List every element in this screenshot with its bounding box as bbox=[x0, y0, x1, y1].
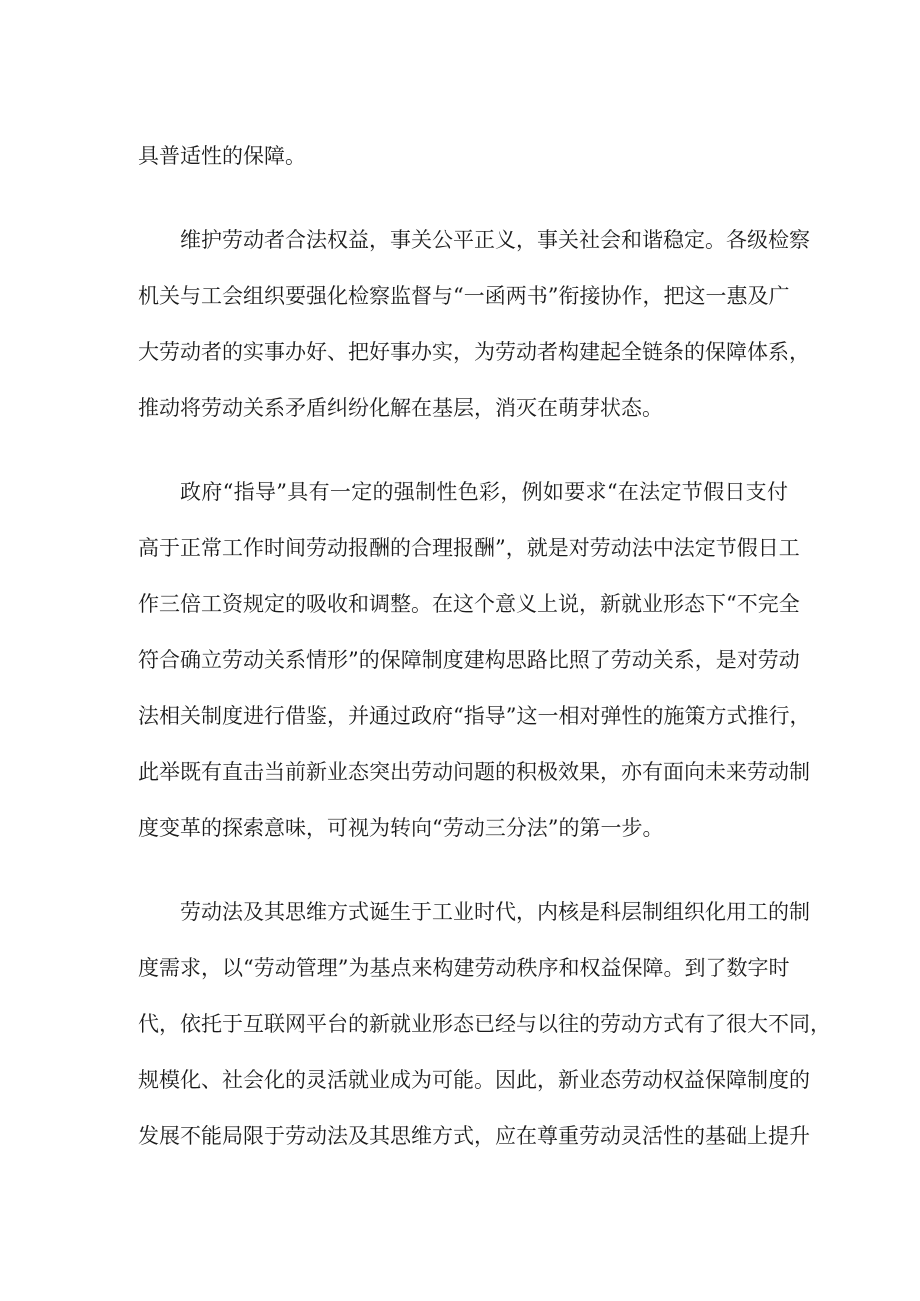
paragraph-line: 作三倍工资规定的吸收和调整。在这个意义上说，新就业形态下“不完全 bbox=[138, 592, 800, 616]
paragraph-line: 政府“指导”具有一定的强制性色彩，例如要求“在法定节假日支付 bbox=[180, 480, 788, 504]
paragraph-line: 度需求，以“劳动管理”为基点来构建劳动秩序和权益保障。到了数字时 bbox=[138, 956, 790, 980]
paragraph-line: 度变革的探索意味，可视为转向“劳动三分法”的第一步。 bbox=[138, 816, 664, 840]
paragraph-line: 推动将劳动关系矛盾纠纷化解在基层，消灭在萌芽状态。 bbox=[138, 396, 663, 420]
paragraph-line: 规模化、社会化的灵活就业成为可能。因此，新业态劳动权益保障制度的 bbox=[138, 1068, 810, 1092]
paragraph-line: 劳动法及其思维方式诞生于工业时代，内核是科层制组织化用工的制 bbox=[180, 900, 810, 924]
paragraph-line: 法相关制度进行借鉴，并通过政府“指导”这一相对弹性的施策方式推行， bbox=[138, 704, 811, 728]
paragraph-line: 代，依托于互联网平台的新就业形态已经与以往的劳动方式有了很大不同， bbox=[138, 1012, 831, 1036]
paragraph-line: 机关与工会组织要强化检察监督与“一函两书”衔接协作，把这一惠及广 bbox=[138, 284, 790, 308]
paragraph-line: 高于正常工作时间劳动报酬的合理报酬”，就是对劳动法中法定节假日工 bbox=[138, 536, 800, 560]
paragraph-line: 符合确立劳动关系情形”的保障制度建构思路比照了劳动关系，是对劳动 bbox=[138, 648, 800, 672]
paragraph-line: 发展不能局限于劳动法及其思维方式，应在尊重劳动灵活性的基础上提升 bbox=[138, 1124, 810, 1148]
paragraph-line: 此举既有直击当前新业态突出劳动问题的积极效果，亦有面向未来劳动制 bbox=[138, 760, 810, 784]
paragraph-line: 具普适性的保障。 bbox=[138, 144, 306, 168]
paragraph-line: 大劳动者的实事办好、把好事办实，为劳动者构建起全链条的保障体系， bbox=[138, 340, 810, 364]
paragraph-line: 维护劳动者合法权益，事关公平正义，事关社会和谐稳定。各级检察 bbox=[180, 228, 810, 252]
